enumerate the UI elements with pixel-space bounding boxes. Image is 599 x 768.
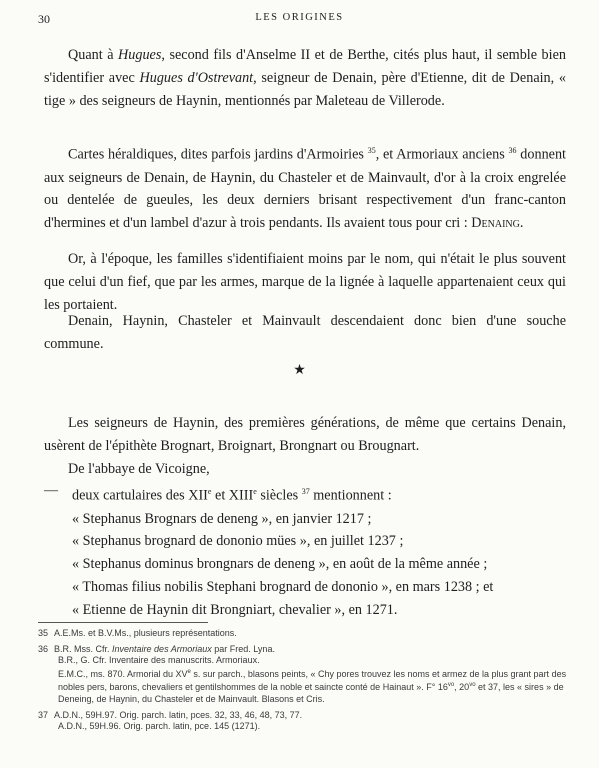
footnote-35 — [38, 628, 573, 640]
text-run: , seigneur de Denain, père d'Etienne, dit de Denain, « tige » des seigneurs de Haynin, mentionnés par Maleteau de Villerode. — [44, 69, 567, 109]
italic-name: Hugues d'Ostrevant — [139, 69, 254, 86]
footnotes — [38, 628, 573, 733]
italic-name: Hugues — [118, 47, 162, 63]
footnote-36 — [38, 644, 573, 656]
footnote-ref: 37 — [301, 487, 310, 496]
footnote-number: 37 — [38, 709, 49, 720]
footnote-37-line: A.D.N., 59H.96. Orig. parch. latin, pce. 145 (1271). — [58, 721, 261, 732]
footnote-text: par Fred. Lyna. — [211, 643, 275, 654]
paragraph-epoque — [44, 248, 566, 316]
text-run: siècles — [256, 487, 302, 504]
footnote-text: B.R. Mss. Cfr. — [54, 643, 113, 654]
paragraph-hugues — [44, 44, 566, 112]
text-run: Cartes héraldiques, dites parfois jardins d'Armoiries — [68, 146, 368, 163]
superscript: vo — [447, 682, 455, 689]
footnote-ref: 35 — [367, 146, 376, 155]
paragraph-text: Denain, Haynin, Chasteler et Mainvault descendaient donc bien d'une souche commune. — [44, 313, 566, 352]
text-run: , second fils d'Anselme II et de Berthe, cités plus haut, il semble bien s'identifier avec — [44, 47, 566, 86]
text-run: et XIII — [211, 487, 254, 504]
paragraph-souche — [44, 310, 566, 356]
text-run: deux cartulaires des XII — [72, 487, 208, 504]
footnote-rule — [38, 622, 208, 623]
text-run: . — [519, 215, 524, 232]
battle-cry: Denaing — [471, 215, 520, 232]
text-run: donnent aux seigneurs de Denain, de Haynin, du Chasteler et de Mainvault, d'or à la croix engrelée ou dentelée de gueules, les deux derniers brisant respectivement d'un franc-canton d'hermines et d'un lambel d'azur à trois pendants. Ils avaient tous pour cri : — [44, 146, 566, 232]
list-item: « Etienne de Haynin dit Brongniart, chevalier », en 1271. — [72, 601, 398, 618]
running-title: LES ORIGINES — [255, 12, 344, 23]
footnote-36-line — [38, 667, 573, 706]
footnote-37 — [38, 710, 573, 722]
paragraph-text: Les seigneurs de Haynin, des premières générations, de même que certains Denain, usèrent de l'épithète Brognart, Broignart, Brongnart ou Brougnart. — [44, 415, 566, 454]
footnote-text: s. sur parch., blasons peints, « Chy pores trouvez les noms et armez de la plus grant part des nobles pers, barons, chevaliers et gentilshommes de la noble et saincte conté de Hainaut ». F° 16 — [58, 668, 567, 693]
superscript: e — [187, 668, 191, 675]
paragraph-cartes-heraldiques — [44, 140, 566, 235]
paragraph-text: Or, à l'époque, les familles s'identifiaient moins par le nom, qui n'était le plus souvent que celui d'un fief, que par les armes, marque de la lignée à laquelle appartenaient ceux qui les portaient. — [44, 251, 566, 313]
paragraph-brognart — [44, 412, 566, 458]
text-run: mentionnent : — [309, 487, 392, 504]
text-run: , et Armoriaux anciens — [375, 146, 509, 163]
list-item: « Stephanus brognard de dononio mües », en juillet 1237 ; — [72, 533, 404, 550]
footnote-text: A.D.N., 59H.97. Orig. parch. latin, pces. 32, 33, 46, 48, 73, 77. — [54, 709, 303, 720]
page-header — [38, 12, 561, 32]
footnote-ref: 36 — [508, 146, 517, 155]
cartulaire-intro — [72, 481, 568, 508]
footnote-number: 35 — [38, 628, 49, 638]
footnote-text: E.M.C., ms. 870. Armorial du XV — [58, 668, 188, 679]
footnote-text: A.E.Ms. et B.V.Ms., plusieurs représentations. — [54, 628, 237, 638]
list-item: « Stephanus Brognars de deneng », en janvier 1217 ; — [72, 510, 372, 527]
superscript: e — [207, 487, 212, 496]
page-number: 30 — [38, 12, 50, 26]
footnote-36-line: B.R., G. Cfr. Inventaire des manuscrits. Armoriaux. — [58, 655, 260, 666]
list-item: « Thomas filius nobilis Stephani brognard de dononio », en mars 1238 ; et — [72, 578, 494, 595]
paragraph-text: De l'abbaye de Vicoigne, — [68, 461, 210, 477]
footnote-number: 36 — [38, 643, 49, 654]
footnote-title: Inventaire des Armoriaux — [112, 643, 212, 654]
superscript: e — [253, 487, 257, 496]
footnote-text: et 37, les « sires » de Deneing, de Haynin, du Chasteler et de Mainvault. Blasons et Cris. — [58, 682, 564, 704]
text-run: Quant à — [68, 47, 119, 63]
superscript: vo — [469, 682, 476, 689]
footnote-text: , 20 — [454, 682, 470, 693]
section-separator-star: ★ — [293, 362, 306, 378]
list-dash: — — [44, 483, 58, 498]
list-item: « Stephanus dominus brongnars de deneng », en août de la même année ; — [72, 556, 488, 573]
cartulaire-list — [72, 481, 568, 622]
paragraph-vicoigne — [44, 458, 566, 481]
